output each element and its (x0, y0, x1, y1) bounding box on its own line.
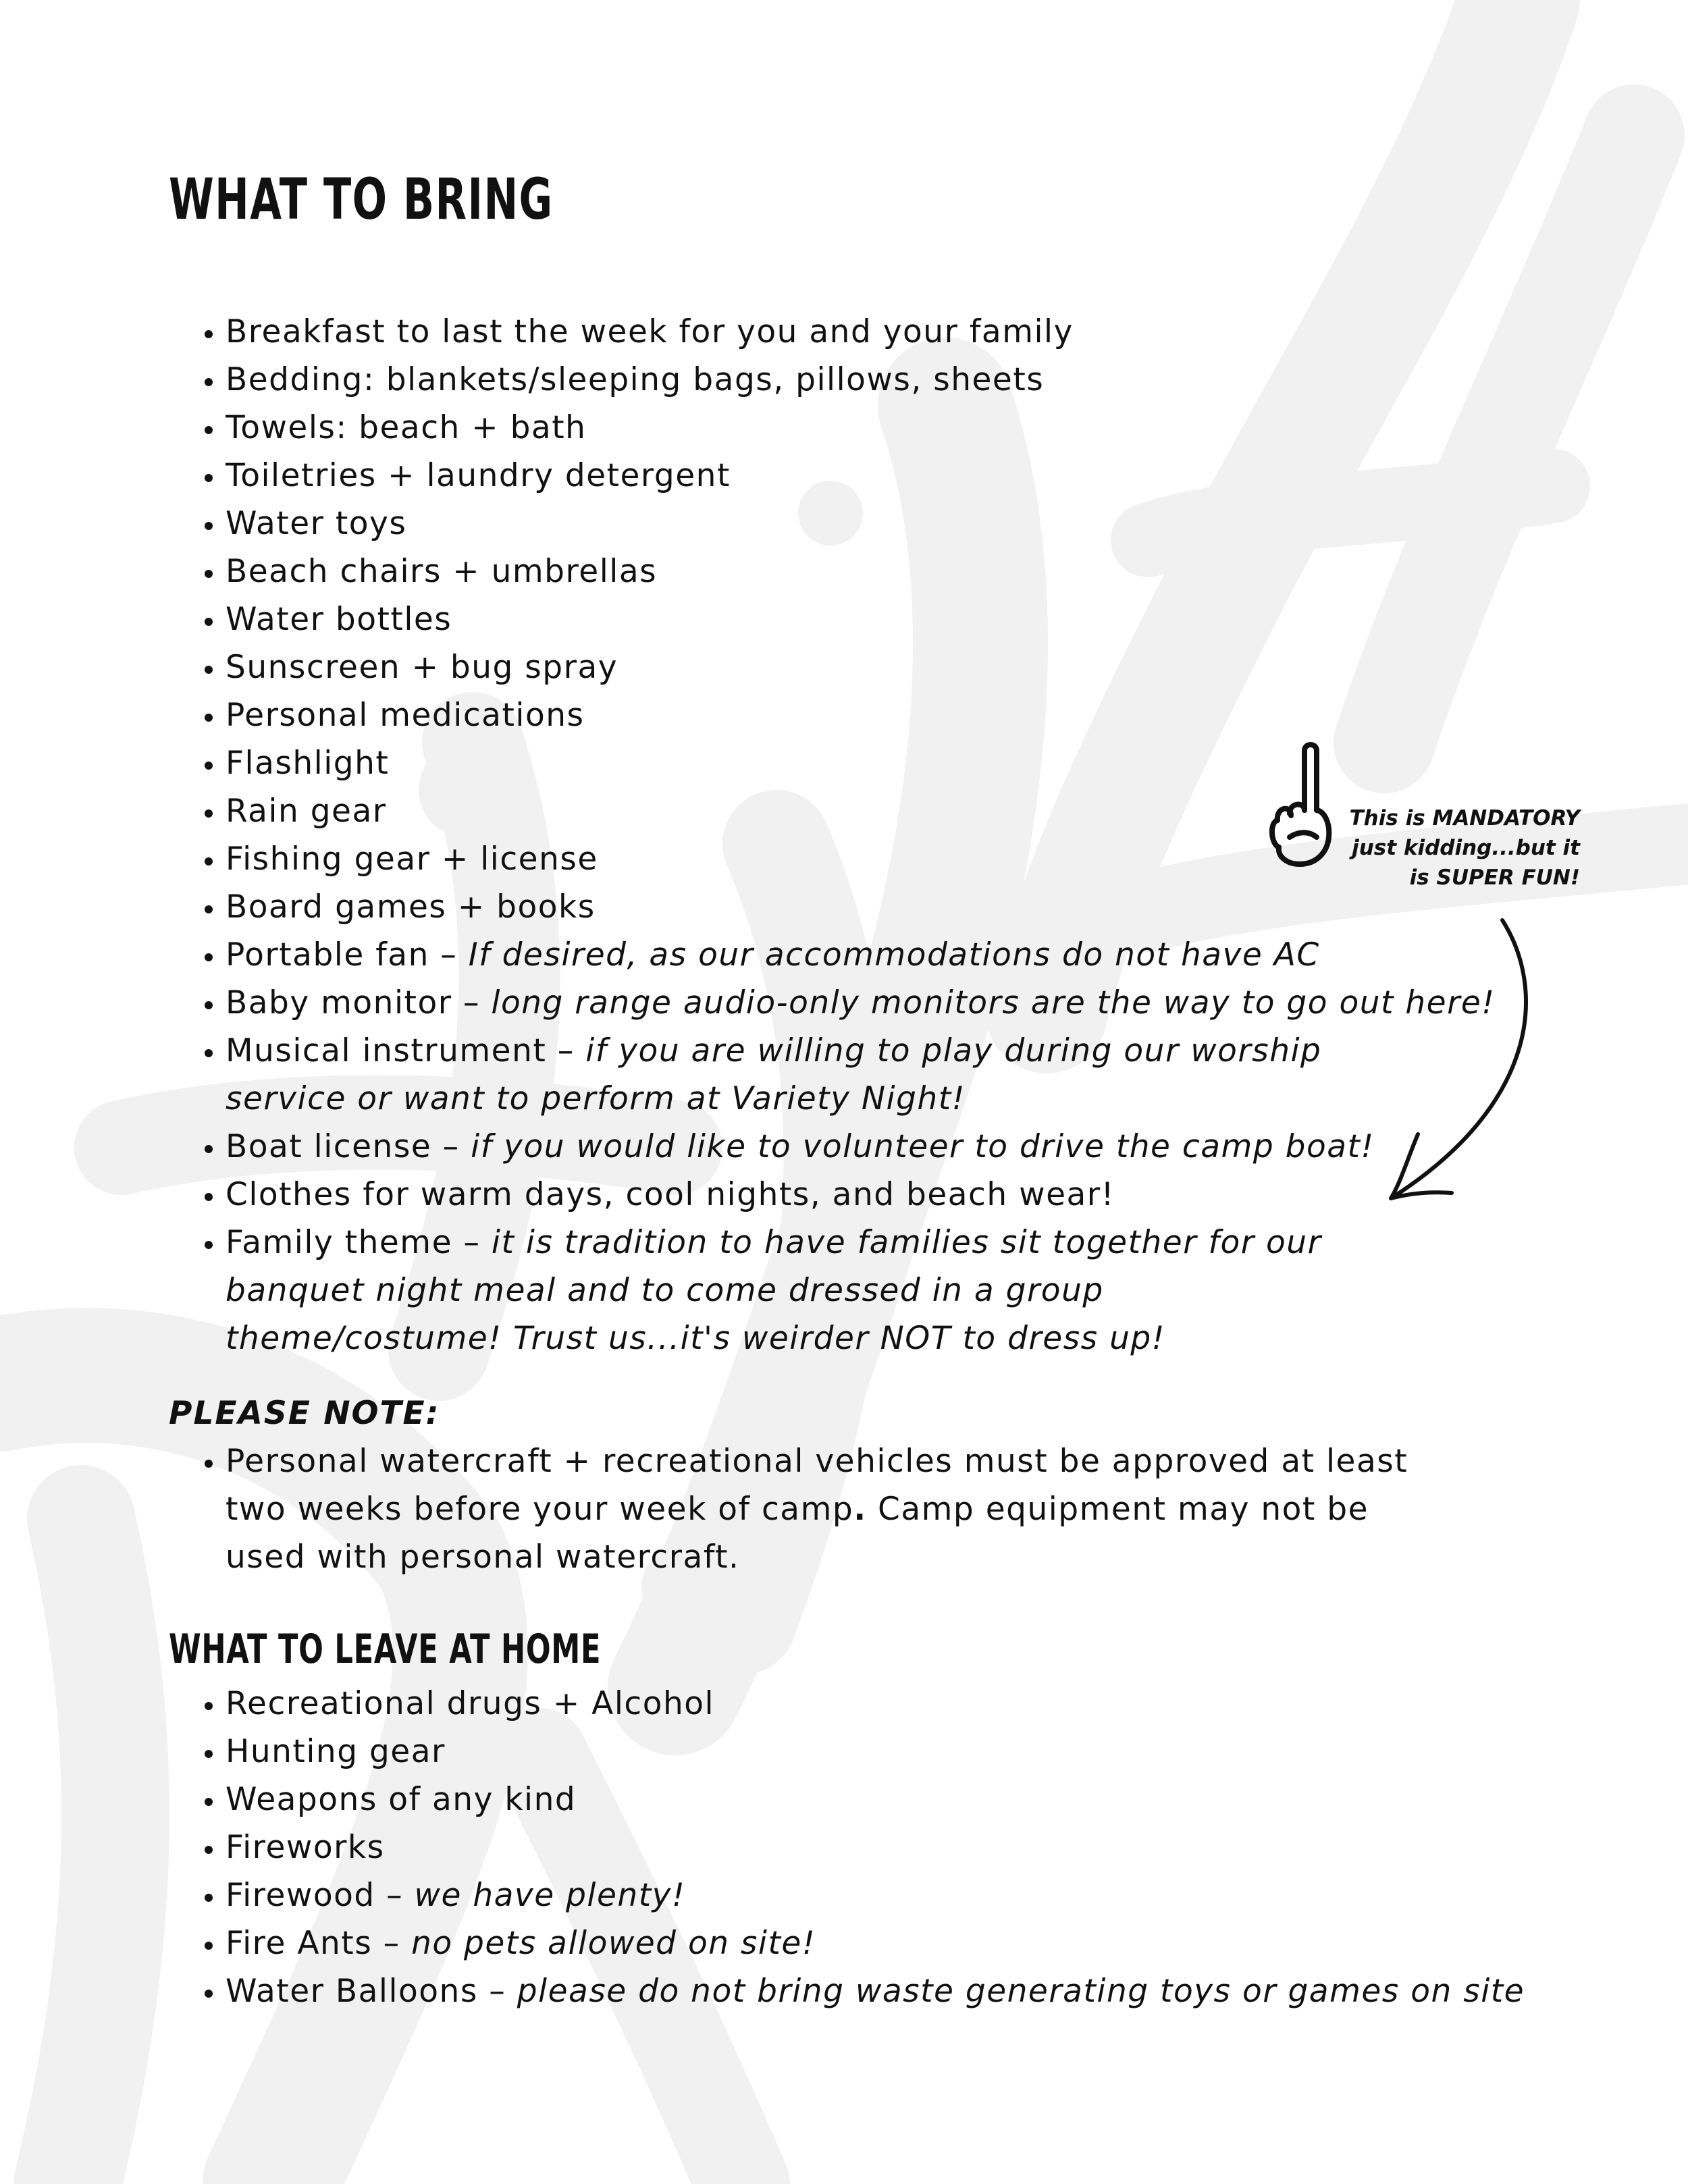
mandatory-callout (1256, 736, 1580, 1208)
item-note: long range audio-only monitors are the way to go out here! (491, 984, 1496, 1021)
list-item (226, 595, 1553, 643)
leave-at-home-title: WHAT TO LEAVE AT HOME (169, 1626, 602, 1673)
please-note-heading: PLEASE NOTE: (169, 1395, 440, 1432)
item-text: Fishing gear + license (226, 841, 598, 878)
list-item (226, 548, 1553, 595)
list-item (226, 1728, 1553, 1776)
item-text: Hunting gear (226, 1733, 446, 1770)
item-note: no pets allowed on site! (411, 1925, 816, 1962)
callout-text (1310, 803, 1580, 893)
list-item (226, 691, 1553, 739)
item-text: Musical instrument – (226, 1032, 586, 1069)
note-text-continued: Camp equipment may not be used with personal watercraft. (226, 1491, 1369, 1576)
item-text: Fire Ants – (226, 1925, 412, 1962)
note-period: . (853, 1491, 867, 1528)
item-text: Boat license – (226, 1128, 471, 1165)
list-item (226, 356, 1553, 404)
item-text: Weapons of any kind (226, 1781, 577, 1818)
list-item (226, 500, 1553, 548)
page-title: WHAT TO BRING (169, 166, 554, 232)
item-text: Board games + books (226, 888, 596, 926)
list-item (226, 1871, 1553, 1919)
list-item (226, 452, 1553, 500)
item-text: Recreational drugs + Alcohol (226, 1685, 715, 1722)
item-text: Family theme – (226, 1224, 492, 1261)
list-item (226, 1776, 1553, 1823)
item-note: please do not bring waste generating toys or games on site (517, 1973, 1525, 2010)
list-item (226, 1437, 1553, 1581)
item-text: Rain gear (226, 793, 387, 830)
list-item (226, 1680, 1553, 1728)
item-text: Flashlight (226, 745, 390, 782)
callout-line: This is MANDATORY (1349, 806, 1580, 830)
item-text: Bedding: blankets/sleeping bags, pillows, sheets (226, 361, 1045, 398)
list-item (226, 1919, 1553, 1967)
item-text: Portable fan – (226, 936, 469, 974)
item-text: Water Balloons – (226, 1973, 517, 2010)
item-text: Water toys (226, 505, 407, 542)
list-item (226, 643, 1553, 691)
item-text: Water bottles (226, 601, 452, 638)
callout-line: just kidding...but it (1352, 836, 1580, 860)
item-text: Personal medications (226, 697, 585, 734)
item-text: Toiletries + laundry detergent (226, 457, 731, 494)
callout-line: is SUPER FUN! (1409, 865, 1580, 890)
item-note: if you are willing to play during our worship service or want to perform at Variety Night! (226, 1032, 1322, 1117)
item-text: Fireworks (226, 1829, 385, 1866)
item-text: Towels: beach + bath (226, 409, 587, 446)
item-text: Breakfast to last the week for you and your family (226, 313, 1074, 350)
item-note: if you would like to volunteer to drive the camp boat! (471, 1128, 1375, 1165)
item-text: Beach chairs + umbrellas (226, 553, 658, 590)
list-item (226, 1823, 1553, 1871)
item-text: Baby monitor – (226, 984, 492, 1021)
list-item (226, 308, 1553, 356)
note-text: Personal watercraft + recreational vehicles must be approved at least two weeks before your week of camp (226, 1443, 1408, 1528)
list-item (226, 1219, 1553, 1362)
list-item (226, 404, 1553, 452)
item-text: Firewood – (226, 1877, 415, 1914)
item-note: it is tradition to have families sit together for our banquet night meal and to come dressed in a group theme/costume! Trust us...it's weirder NOT to dress up! (226, 1224, 1322, 1357)
please-note-list (169, 1437, 1553, 1581)
item-note: If desired, as our accommodations do not have AC (468, 936, 1320, 974)
item-text: Sunscreen + bug spray (226, 649, 618, 686)
item-text: Clothes for warm days, cool nights, and beach wear! (226, 1176, 1115, 1213)
leave-at-home-list (169, 1680, 1553, 2015)
item-note: we have plenty! (414, 1877, 686, 1914)
list-item (226, 1967, 1553, 2015)
curved-arrow-icon (1371, 915, 1573, 1219)
